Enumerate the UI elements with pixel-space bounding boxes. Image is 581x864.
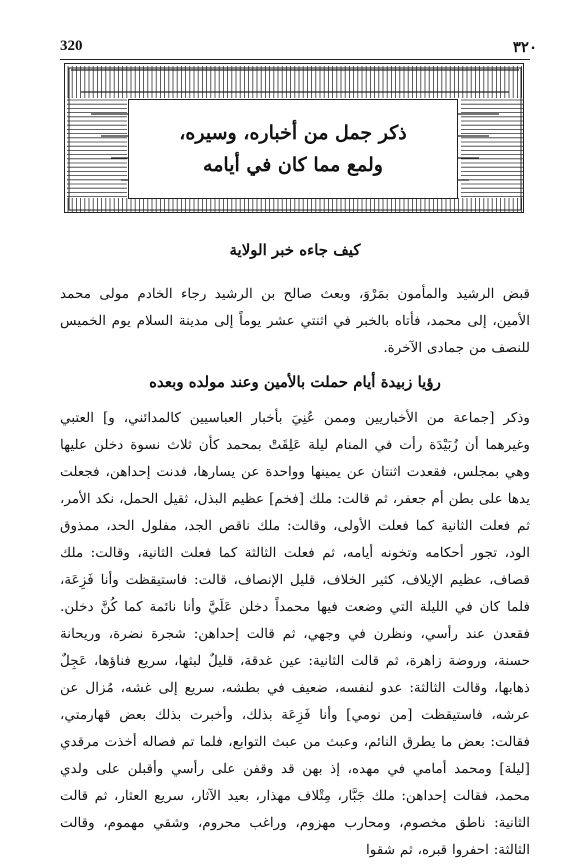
chapter-title-line-2: ولمع مما كان في أيامه xyxy=(203,154,383,176)
page-number-latin: 320 xyxy=(60,38,83,54)
section-paragraph-1: قبض الرشيد والمأمون بمَرْوَ، وبعث صالح بن الرشيد رجاء الخادم مولى محمد الأمين، إلى محمد، فأتاه بالخبر في اثنتي عشر يوماً إلى مدينة السلام يوم الخميس للنصف من جمادى الآخرة. xyxy=(60,286,530,356)
header-rule xyxy=(60,59,530,60)
chapter-title-line-1: ذكر جمل من أخباره، وسيره، xyxy=(179,122,407,144)
section-paragraph-2: وذكر [جماعة من الأخباريين وممن عُنِيَ بأخبار العباسيين كالمدائني، و] العتبي وغيرهما أن زُبَيْدَة رأت في المنام ليلة عَلِقَتْ بمحمد كأن ثلاث نسوة دخلن عليها وهي بمجلس، فقعدت اثنتان عن يمينها وواحدة عن يسارها، فدنت إحداهن، فجعلت يدها على بطن أم جعفر، ثم قالت: ملك [فخم] عظيم البذل، ثقيل الحمل، نكد الأمر، ثم فعلت الثانية كما فعلت الأولى، وقالت: ملك ناقص الجد، مفلول الحد، ممذوق الود، تجور أحكامه وتخونه أيامه، ثم فعلت الثالثة كما فعلت الثانية، وقالت: ملك قصاف، عظيم الإيلاف، كثير الخلاف، قليل الإنصاف، قالت: فاستيقظت وأنا فَزِعَة، فلما كان في الليلة التي وضعت فيها محمداً دخلن عَلَيَّ وأنا نائمة كما كُنَّ دخلن. فقعدن عند رأسي، ونظرن في وجهي، ثم قالت إحداهن: شجرة نضرة، وريحانة حسنة، وروضة زاهرة، ثم قالت الثانية: عين غدقة، قليلٌ لبثها، سريع فناؤها، عَجِلٌ ذهابها، وقالت الثالثة: عدو لنفسه، ضعيف في بطشه، سريع إلى غشه، مُزال عن عرشه، فاستيقظت [من نومي] وأنا فَزِعَة بذلك، وأخبرت بذلك بعض قهارمتي، فقالت: بعض ما يطرق النائم، وعبث من عبث التوابع، فلما تم فصاله أخذت مرقدي [ليلة] ومحمد أمامي في مهده، إذ بهن قد وقفن على رأسي وأقبلن على ولدي محمد، فقالت إحداهن: ملك جَبَّار، مِتْلاف مهذار، بعيد الآثار، سريع العثار، ثم قالت الثانية: ناطق مخصوم، ومحارب مهزوم، وراغب محروم، وشقي مهموم، وقالت الثالثة: احفروا قبره، ثم شقوا xyxy=(60,410,530,858)
section-heading-2: رؤيا زبيدة أيام حملت بالأمين وعند مولده وبعده xyxy=(149,373,441,391)
page-number-arabic: ٣٢٠ xyxy=(512,38,537,56)
section-heading-1: كيف جاءه خبر الولاية xyxy=(229,241,361,259)
chapter-title-box xyxy=(128,99,458,199)
